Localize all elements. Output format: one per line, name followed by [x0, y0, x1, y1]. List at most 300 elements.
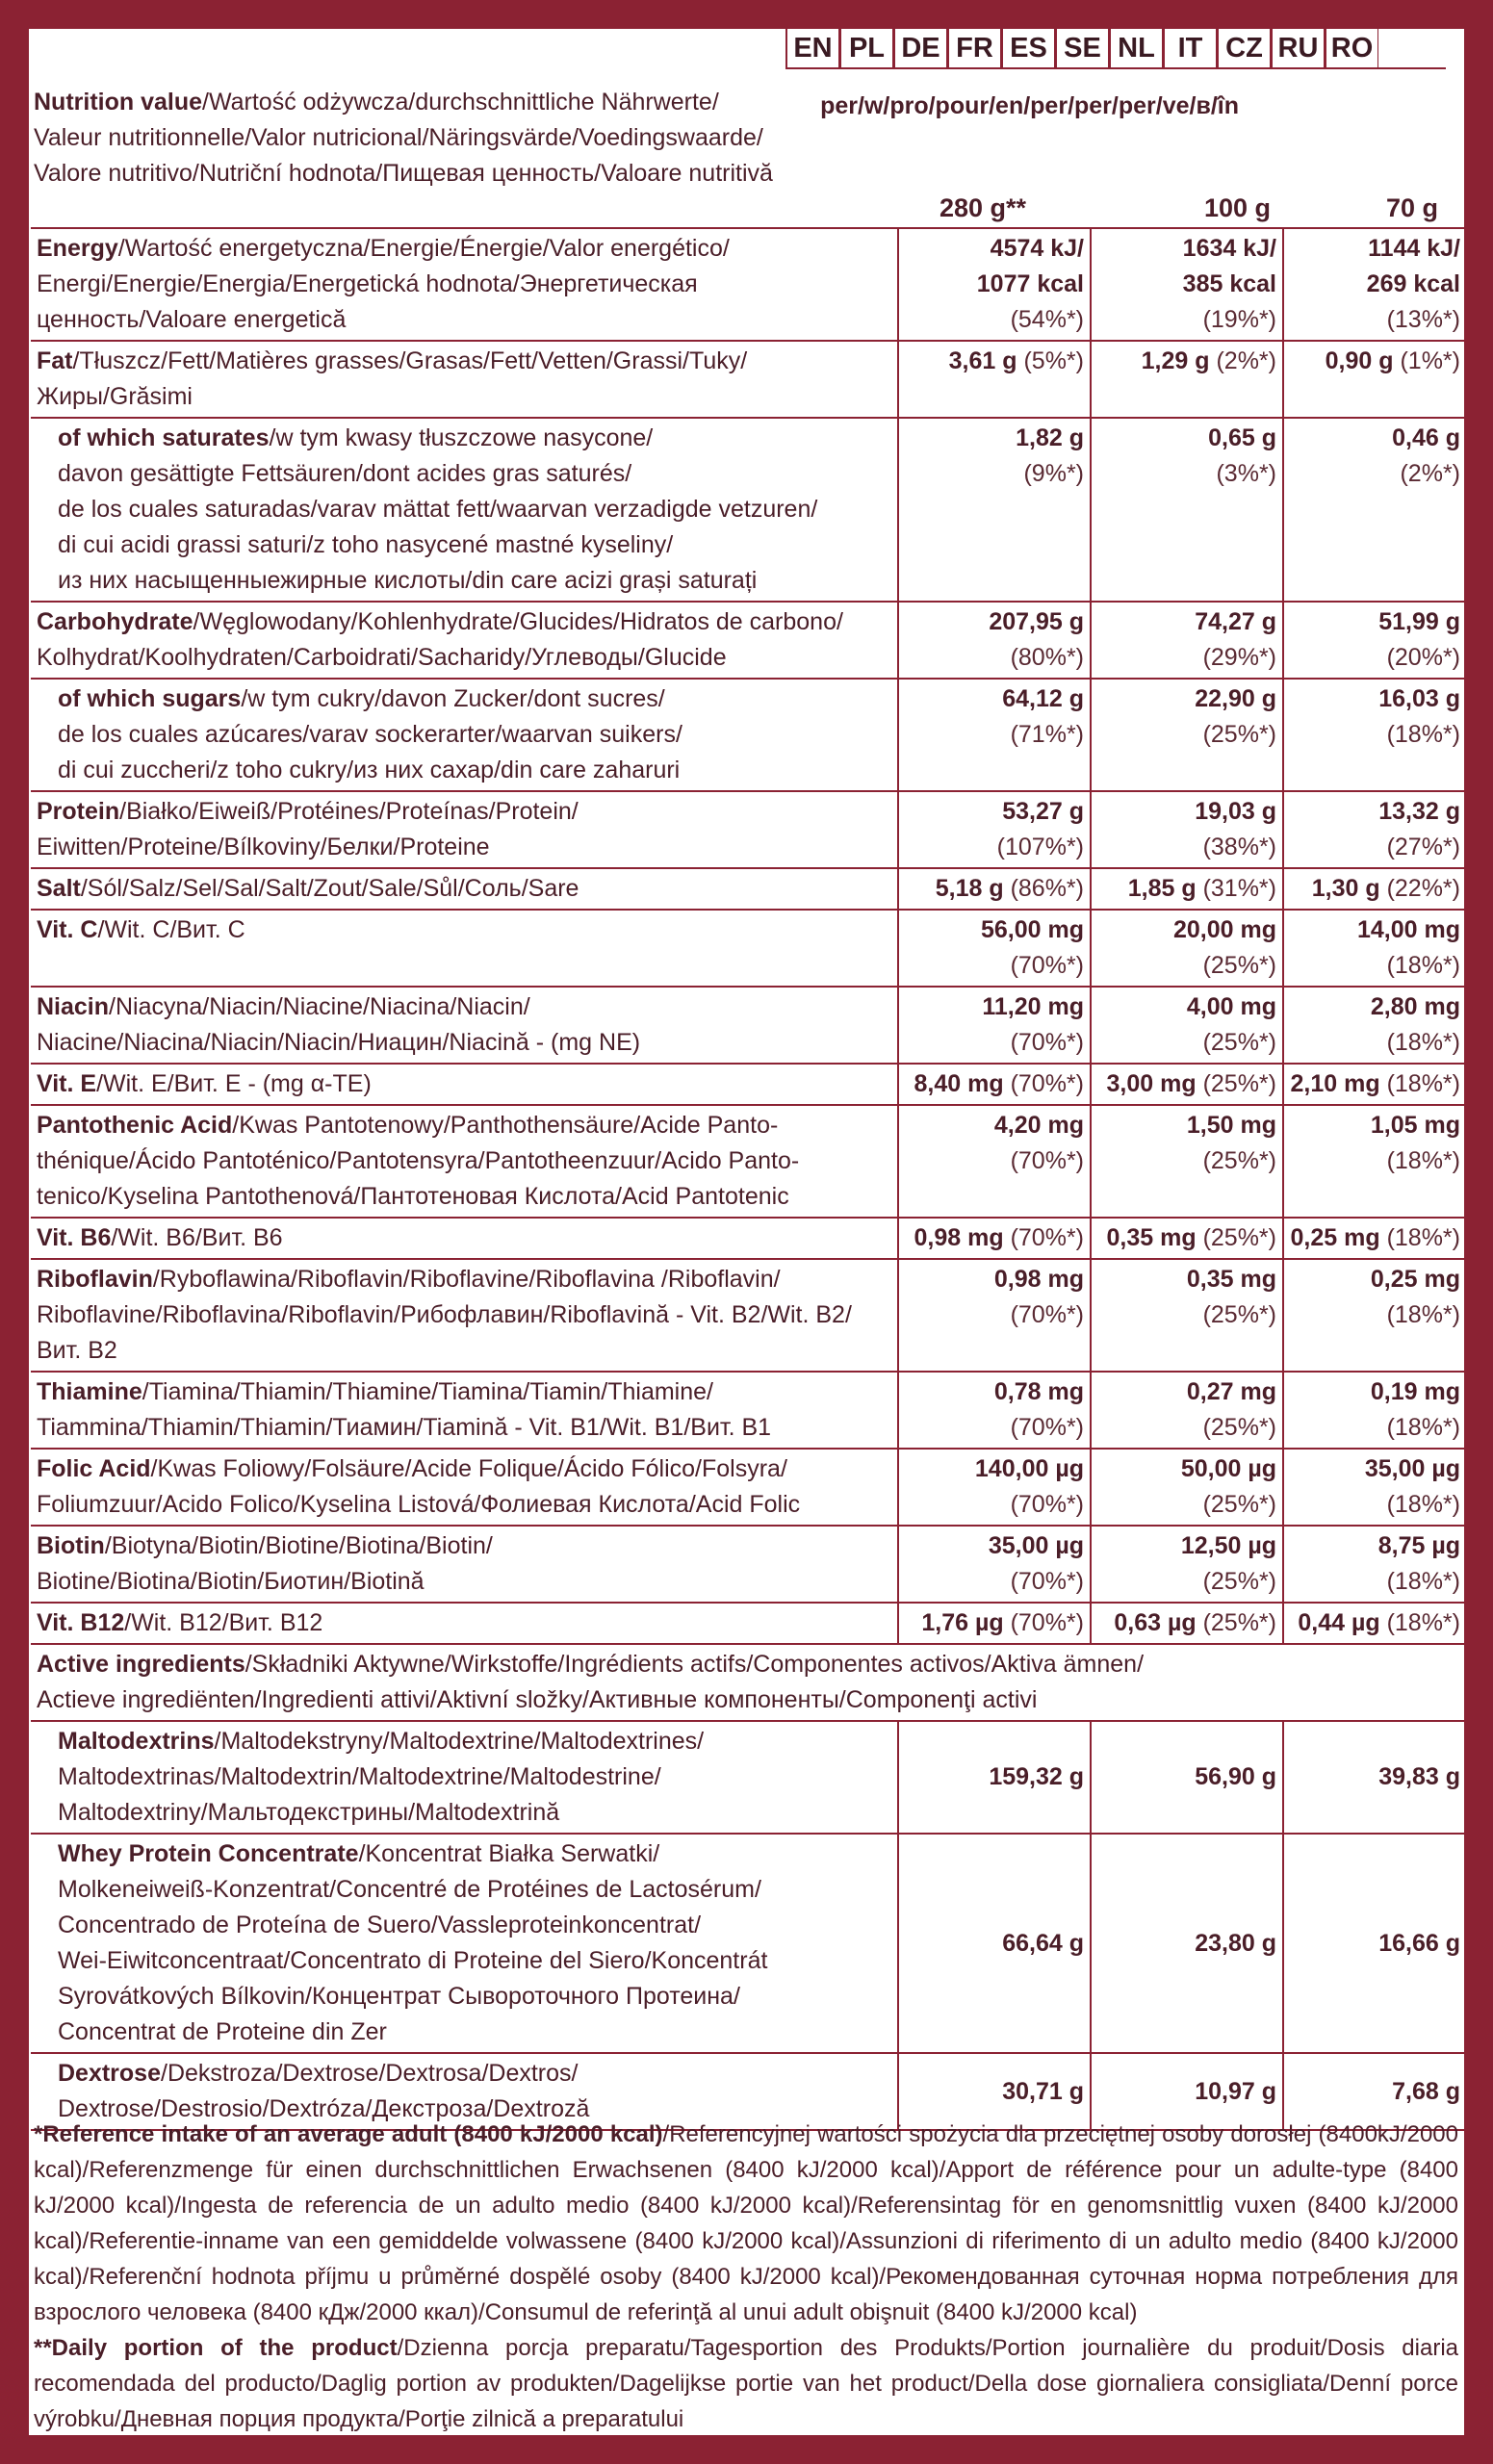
nutrient-value-3: [1283, 1449, 1466, 1526]
active-title-bold: Active ingredients: [37, 1651, 245, 1678]
value-amount: 3,00 mg: [1106, 1070, 1197, 1097]
value-percent: (3%*): [1216, 460, 1276, 487]
nutrient-value-3: [1283, 418, 1466, 602]
nutrient-name: Vit. B6: [37, 1224, 112, 1251]
value-amount: 0,19 mg: [1370, 1378, 1460, 1405]
nutrient-label-line: Energi/Energie/Energia/Energetická hodnota/Энергетическая: [37, 270, 698, 297]
value-percent: (70%*): [1010, 952, 1084, 979]
value-amount: 1,05 mg: [1370, 1112, 1460, 1139]
nutrient-name: Energy: [37, 235, 118, 262]
footnote-1-bold: *Reference intake of an average adult (8400 kJ/2000 kcal): [34, 2121, 663, 2147]
active-label-line: Maltodextriny/Мальтодекстрины/Maltodextrină: [58, 1799, 560, 1826]
nutrient-label-line: tenico/Kyselina Pantothenová/Пантотеновая Кислота/Acid Pantotenic: [37, 1183, 789, 1210]
nutrient-value-1: [898, 868, 1091, 910]
active-label-line: Molkeneiweiß-Konzentrat/Concentré de Protéines de Lactosérum/: [58, 1876, 761, 1903]
nutrient-value-1: [898, 1259, 1091, 1372]
nutrient-row: [31, 418, 1466, 602]
value-percent: (22%*): [1379, 875, 1460, 902]
active-label-line: Maltodextrinas/Maltodextrin/Maltodextrine/Maltodestrine/: [58, 1763, 661, 1790]
nutrient-value-1: [898, 418, 1091, 602]
nutrient-value-2: [1091, 1526, 1283, 1603]
nutrient-label-line: de los cuales azúcares/varav sockerarter/waarvan suikers/: [58, 721, 682, 748]
nutrient-value-2: [1091, 602, 1283, 679]
nutrient-label: [31, 868, 898, 910]
value-amount: 2,10 mg: [1290, 1070, 1380, 1097]
active-ingredient-label: [31, 1834, 898, 2053]
value-amount: 0,65 g: [1208, 424, 1276, 451]
active-ingredient-name: Maltodextrins: [58, 1728, 215, 1755]
nutrient-row: [31, 1526, 1466, 1603]
nutrient-name: Vit. C: [37, 916, 98, 943]
nutrient-value-2: [1091, 910, 1283, 987]
nutrient-label-line: di cui acidi grassi saturi/z toho nasycené mastné kyseliny/: [58, 531, 674, 558]
value-percent: (29%*): [1202, 644, 1276, 671]
lang-code-pl: PL: [839, 29, 893, 69]
value-amount: 53,27 g: [1002, 798, 1084, 825]
value-amount: 20,00 mg: [1172, 916, 1276, 943]
value-percent: (70%*): [1010, 1491, 1084, 1518]
value-percent: (2%*): [1400, 460, 1460, 487]
nutrient-name-rest: /Tiamina/Thiamin/Thiamine/Tiamina/Tiamin/Thiamine/: [142, 1378, 713, 1405]
value-percent: (70%*): [1010, 1301, 1084, 1328]
value-amount: 12,50 µg: [1180, 1532, 1276, 1559]
value-amount: 56,90 g: [1195, 1763, 1276, 1790]
value-amount: 0,35 mg: [1186, 1266, 1276, 1293]
value-percent: (9%*): [1023, 460, 1084, 487]
value-percent: (18%*): [1379, 1609, 1460, 1636]
value-amount: 50,00 µg: [1180, 1455, 1276, 1482]
nutrient-value-3: [1283, 602, 1466, 679]
lang-bar-tail: [1378, 29, 1446, 69]
value-percent: (20%*): [1386, 644, 1460, 671]
value-percent: (18%*): [1379, 1070, 1460, 1097]
nutrient-label-line: thénique/Ácido Pantoténico/Pantotensyra/Pantotheenzuur/Acido Panto-: [37, 1147, 800, 1174]
nutrient-name: Riboflavin: [37, 1266, 153, 1293]
value-amount: 16,66 g: [1378, 1929, 1460, 1957]
active-value-2: [1091, 1721, 1283, 1834]
value-amount: 1,76 µg: [921, 1609, 1004, 1636]
value-percent: (80%*): [1010, 644, 1084, 671]
nutrient-value-1: [898, 1526, 1091, 1603]
per-label: per/w/pro/pour/en/per/per/per/ve/в/în: [820, 92, 1239, 119]
value-amount: 4,20 mg: [993, 1112, 1084, 1139]
nutrient-value-3: [1283, 1064, 1466, 1105]
footnote-daily-portion: [34, 2330, 1458, 2437]
nutrient-value-1: [898, 602, 1091, 679]
active-title-line-2: Actieve ingrediënten/Ingredienti attivi/Aktivní složky/Активные компоненты/Componenţi activi: [37, 1686, 1038, 1713]
footnote-2-text: /Dzienna porcja preparatu/Tagesportion des Produkts/Portion journalière du produit/Dosis diaria recomendada del producto/Daglig portion av produkten/Dagelijkse portie van het product/Della dose giornaliera consigliata/Denní porce výrobku/Дневная порция продукта/Porţie zilnică a preparatului: [34, 2335, 1459, 2432]
nutrient-value-3: [1283, 868, 1466, 910]
value-amount: 14,00 mg: [1356, 916, 1460, 943]
nutrient-name: Protein: [37, 798, 120, 825]
header-line-3: Valore nutritivo/Nutriční hodnota/Пищевая ценность/Valoare nutritivă: [34, 160, 773, 187]
lang-code-de: DE: [893, 29, 947, 69]
table-header: [34, 85, 1446, 227]
nutrient-row: [31, 868, 1466, 910]
nutrient-name: Niacin: [37, 993, 110, 1020]
active-ingredient-name-rest: /Koncentrat Białka Serwatki/: [358, 1840, 660, 1867]
value-amount: 1144 kJ/: [1368, 235, 1460, 262]
value-amount: 0,25 mg: [1290, 1224, 1380, 1251]
value-percent: (5%*): [1017, 347, 1084, 374]
value-amount: 0,90 g: [1325, 347, 1394, 374]
active-value-3: [1283, 1721, 1466, 1834]
col-head-100g: 100 g: [1203, 193, 1271, 222]
nutrient-name-rest: /Wit. E/Вит. E - (mg α-TE): [96, 1070, 372, 1097]
nutrient-label: [31, 987, 898, 1064]
nutrient-name: Folic Acid: [37, 1455, 151, 1482]
value-amount: 4574 kJ/: [990, 235, 1084, 262]
value-percent: (70%*): [1010, 1568, 1084, 1595]
nutrient-name-rest: /Węglowodany/Kohlenhydrate/Glucides/Hidratos de carbono/: [193, 608, 843, 635]
active-label-line: Syrovátkových Bílkovin/Концентрат Сывороточного Протеина/: [58, 1983, 740, 2010]
value-amount: 74,27 g: [1195, 608, 1276, 635]
lang-code-it: IT: [1163, 29, 1217, 69]
value-percent: (70%*): [1003, 1609, 1084, 1636]
value-percent: (107%*): [996, 834, 1084, 860]
nutrient-row: [31, 1603, 1466, 1644]
col-head-70g: 70 g: [1385, 193, 1438, 222]
active-ingredient-row: [31, 1721, 1466, 1834]
nutrient-label: [31, 1218, 898, 1259]
value-percent: (71%*): [1010, 721, 1084, 748]
nutrient-name: Carbohydrate: [37, 608, 193, 635]
nutrient-label: [31, 418, 898, 602]
nutrient-name-rest: /Sól/Salz/Sel/Sal/Salt/Zout/Sale/Sůl/Соль/Sare: [80, 875, 579, 902]
nutrient-value-2: [1091, 1105, 1283, 1218]
lang-code-en: EN: [785, 29, 839, 69]
nutrient-name-rest: /Tłuszcz/Fett/Matières grasses/Grasas/Fett/Vetten/Grassi/Tuky/Жиры/Grăsimi: [37, 347, 748, 410]
value-amount: 0,63 µg: [1114, 1609, 1197, 1636]
nutrient-row: [31, 341, 1466, 418]
value-percent: (18%*): [1386, 721, 1460, 748]
nutrient-name-rest: /Kwas Foliowy/Folsäure/Acide Folique/Ácido Fólico/Folsyra/: [150, 1455, 787, 1482]
value-amount: 1,29 g: [1141, 347, 1210, 374]
nutrient-value-3: [1283, 228, 1466, 341]
value-amount: 8,40 mg: [914, 1070, 1004, 1097]
value-percent: (18%*): [1386, 1568, 1460, 1595]
nutrient-label: [31, 602, 898, 679]
nutrient-value-3: [1283, 987, 1466, 1064]
value-percent: (25%*): [1196, 1070, 1276, 1097]
value-amount: 13,32 g: [1378, 798, 1460, 825]
value-percent: (19%*): [1202, 306, 1276, 333]
value-percent: (27%*): [1386, 834, 1460, 860]
nutrient-value-1: [898, 228, 1091, 341]
nutrient-label: [31, 1259, 898, 1372]
nutrient-name-rest: /w tym cukry/davon Zucker/dont sucres/: [241, 685, 665, 712]
nutrient-name: Vit. E: [37, 1070, 97, 1097]
value-amount: 0,46 g: [1392, 424, 1460, 451]
nutrient-value-2: [1091, 1372, 1283, 1449]
value-percent: (25%*): [1202, 1029, 1276, 1056]
nutrient-value-1: [898, 1064, 1091, 1105]
nutrient-value-2: [1091, 1603, 1283, 1644]
nutrient-row: [31, 1372, 1466, 1449]
nutrient-name-rest: /Wit. B6/Вит. B6: [111, 1224, 283, 1251]
lang-code-cz: CZ: [1217, 29, 1271, 69]
nutrient-label-line: Biotine/Biotina/Biotin/Биотин/Biotină: [37, 1568, 425, 1595]
nutrient-value-3: [1283, 341, 1466, 418]
nutrient-label: [31, 1105, 898, 1218]
active-ingredient-name: Whey Protein Concentrate: [58, 1840, 359, 1867]
value-amount: 1,82 g: [1016, 424, 1084, 451]
active-label-line: Wei-Eiwitconcentraat/Concentrato di Proteine del Siero/Koncentrát: [58, 1947, 768, 1974]
value-amount: 64,12 g: [1002, 685, 1084, 712]
value-amount: 39,83 g: [1378, 1763, 1460, 1790]
value-percent: (18%*): [1386, 1301, 1460, 1328]
value-amount: 1,30 g: [1311, 875, 1380, 902]
nutrition-table: [31, 227, 1466, 2131]
value-amount: 1634 kJ/: [1182, 235, 1276, 262]
lang-code-se: SE: [1055, 29, 1109, 69]
nutrient-value-2: [1091, 341, 1283, 418]
value-amount: 159,32 g: [989, 1763, 1084, 1790]
value-amount: 7,68 g: [1392, 2077, 1460, 2105]
nutrient-label: [31, 1526, 898, 1603]
value-percent: (25%*): [1202, 1491, 1276, 1518]
value-percent: (18%*): [1379, 1224, 1460, 1251]
value-percent: (38%*): [1202, 834, 1276, 860]
value-percent: (70%*): [1003, 1070, 1084, 1097]
nutrient-value-1: [898, 1105, 1091, 1218]
nutrient-label: [31, 341, 898, 418]
value-amount: 0,98 mg: [993, 1266, 1084, 1293]
value-amount: 269 kcal: [1366, 270, 1460, 297]
nutrient-value-3: [1283, 791, 1466, 868]
value-percent: (54%*): [1010, 306, 1084, 333]
active-value-1: [898, 1721, 1091, 1834]
value-amount: 2,80 mg: [1370, 993, 1460, 1020]
nutrient-value-3: [1283, 1526, 1466, 1603]
value-amount: 1,50 mg: [1186, 1112, 1276, 1139]
header-title: Nutrition value: [34, 89, 203, 116]
footnote-reference-intake: [34, 2117, 1458, 2330]
nutrition-label: [29, 29, 1464, 2435]
nutrient-name-rest: /Niacyna/Niacin/Niacine/Niacina/Niacin/: [109, 993, 530, 1020]
nutrient-name: Biotin: [37, 1532, 105, 1559]
nutrient-label: [31, 791, 898, 868]
value-amount: 3,61 g: [948, 347, 1017, 374]
value-amount: 11,20 mg: [982, 993, 1084, 1020]
value-amount: 23,80 g: [1195, 1929, 1276, 1957]
nutrient-label-line: ценность/Valoare energetică: [37, 306, 347, 333]
value-amount: 207,95 g: [989, 608, 1084, 635]
value-percent: (25%*): [1202, 1301, 1276, 1328]
value-percent: (2%*): [1209, 347, 1276, 374]
nutrient-name-rest: /Białko/Eiweiß/Protéines/Proteínas/Protein/: [119, 798, 579, 825]
value-amount: 66,64 g: [1002, 1929, 1084, 1957]
nutrient-label-line: Foliumzuur/Acido Folico/Kyselina Listová/Фолиевая Кислота/Acid Folic: [37, 1491, 801, 1518]
nutrient-name: Fat: [37, 347, 73, 374]
active-ingredients-header: [31, 1644, 1466, 1721]
nutrient-value-2: [1091, 1064, 1283, 1105]
value-percent: (18%*): [1386, 1491, 1460, 1518]
nutrient-label-line: Riboflavine/Riboflavina/Riboflavin/Рибофлавин/Riboflavină - Vit. B2/Wit. B2/Вит. B2: [37, 1301, 852, 1364]
value-percent: (1%*): [1393, 347, 1460, 374]
header-title-rest: /Wartość odżywcza/durchschnittliche Nährwerte/: [202, 89, 719, 116]
nutrient-value-2: [1091, 868, 1283, 910]
nutrient-row: [31, 1064, 1466, 1105]
nutrient-row: [31, 602, 1466, 679]
nutrient-name: of which saturates: [58, 424, 270, 451]
value-amount: 16,03 g: [1378, 685, 1460, 712]
value-amount: 19,03 g: [1195, 798, 1276, 825]
value-amount: 385 kcal: [1182, 270, 1276, 297]
active-ingredient-name-rest: /Maltodekstryny/Maltodextrine/Maltodextrines/: [214, 1728, 705, 1755]
active-ingredient-row: [31, 1834, 1466, 2053]
nutrient-row: [31, 1449, 1466, 1526]
value-percent: (31%*): [1196, 875, 1276, 902]
value-percent: (86%*): [1003, 875, 1084, 902]
lang-code-fr: FR: [947, 29, 1001, 69]
nutrient-name-rest: /Wit. C/Вит. C: [97, 916, 245, 943]
value-amount: 22,90 g: [1195, 685, 1276, 712]
nutrient-label: [31, 910, 898, 987]
nutrient-value-3: [1283, 1372, 1466, 1449]
value-percent: (70%*): [1010, 1029, 1084, 1056]
nutrient-name-rest: /Ryboflawina/Riboflavin/Riboflavine/Riboflavina /Riboflavin/: [152, 1266, 781, 1293]
value-percent: (70%*): [1010, 1147, 1084, 1174]
nutrient-name: Salt: [37, 875, 81, 902]
nutrient-label-line: из них насыщенныежирные кислоты/din care acizi grași saturați: [58, 567, 758, 594]
lang-code-es: ES: [1001, 29, 1055, 69]
value-amount: 56,00 mg: [980, 916, 1084, 943]
active-value-2: [1091, 1834, 1283, 2053]
nutrient-name: Thiamine: [37, 1378, 142, 1405]
value-amount: 140,00 µg: [974, 1455, 1084, 1482]
nutrient-value-2: [1091, 1449, 1283, 1526]
nutrient-value-3: [1283, 1603, 1466, 1644]
nutrient-value-1: [898, 791, 1091, 868]
active-ingredient-name: Dextrose: [58, 2060, 161, 2087]
active-value-1: [898, 1834, 1091, 2053]
footnote-2-bold: **Daily portion of the product: [34, 2335, 398, 2361]
nutrient-value-1: [898, 679, 1091, 791]
nutrient-label: [31, 679, 898, 791]
nutrient-label-line: di cui zuccheri/z toho cukry/из них сахар/din care zaharuri: [58, 757, 681, 783]
nutrient-row: [31, 987, 1466, 1064]
nutrient-row: [31, 1105, 1466, 1218]
active-label-line: Concentrat de Proteine din Zer: [58, 2018, 387, 2045]
value-amount: 8,75 µg: [1377, 1532, 1460, 1559]
active-title-rest: /Składniki Aktywne/Wirkstoffe/Ingrédients actifs/Componentes activos/Aktiva ämnen/: [245, 1651, 1145, 1678]
value-percent: (25%*): [1202, 1147, 1276, 1174]
active-ingredient-name-rest: /Dekstroza/Dextrose/Dextrosa/Dextros/: [161, 2060, 579, 2087]
nutrient-label-line: Niacine/Niacina/Niacin/Niacin/Ниацин/Niacină - (mg NE): [37, 1029, 641, 1056]
nutrient-name: Pantothenic Acid: [37, 1112, 233, 1139]
lang-code-ro: RO: [1325, 29, 1378, 69]
lang-code-ru: RU: [1271, 29, 1325, 69]
nutrient-value-2: [1091, 228, 1283, 341]
value-amount: 0,25 mg: [1370, 1266, 1460, 1293]
active-label-line: Dextrose/Destrosio/Dextróza/Декстроза/Dextroză: [58, 2095, 590, 2122]
nutrient-value-2: [1091, 1218, 1283, 1259]
nutrient-value-1: [898, 1372, 1091, 1449]
nutrient-value-3: [1283, 910, 1466, 987]
nutrient-name: of which sugars: [58, 685, 242, 712]
nutrient-name-rest: /Wit. B12/Вит. B12: [124, 1609, 323, 1636]
nutrient-label: [31, 1372, 898, 1449]
value-amount: 0,27 mg: [1186, 1378, 1276, 1405]
nutrient-label-line: Tiammina/Thiamin/Thiamin/Тиамин/Tiamină - Vit. B1/Wit. B1/Вит. B1: [37, 1414, 772, 1441]
col-head-daily: 280 g**: [939, 193, 1026, 222]
nutrient-row: [31, 1259, 1466, 1372]
nutrient-name-rest: /Kwas Pantotenowy/Panthothensäure/Acide Panto-: [232, 1112, 779, 1139]
nutrient-name-rest: /w tym kwasy tłuszczowe nasycone/: [269, 424, 654, 451]
value-amount: 4,00 mg: [1186, 993, 1276, 1020]
value-percent: (18%*): [1386, 1147, 1460, 1174]
nutrient-name: Vit. B12: [37, 1609, 125, 1636]
nutrient-row: [31, 791, 1466, 868]
value-percent: (25%*): [1202, 721, 1276, 748]
value-percent: (18%*): [1386, 952, 1460, 979]
active-ingredient-label: [31, 1721, 898, 1834]
nutrient-value-1: [898, 910, 1091, 987]
nutrient-value-2: [1091, 679, 1283, 791]
value-percent: (25%*): [1202, 952, 1276, 979]
nutrient-row: [31, 910, 1466, 987]
footnotes: [34, 2117, 1458, 2437]
header-line-2: Valeur nutritionnelle/Valor nutricional/Näringsvärde/Voedingswaarde/: [34, 124, 763, 151]
nutrient-label: [31, 1064, 898, 1105]
value-percent: (13%*): [1386, 306, 1460, 333]
nutrient-name-rest: /Biotyna/Biotin/Biotine/Biotina/Biotin/: [104, 1532, 493, 1559]
nutrient-label: [31, 228, 898, 341]
nutrient-label-line: de los cuales saturadas/varav mättat fett/waarvan verzadigde vetzuren/: [58, 496, 818, 523]
active-label-line: Concentrado de Proteína de Suero/Vassleproteinkoncentrat/: [58, 1912, 702, 1938]
nutrient-value-2: [1091, 791, 1283, 868]
value-percent: (70%*): [1003, 1224, 1084, 1251]
value-amount: 1077 kcal: [976, 270, 1084, 297]
nutrient-value-1: [898, 1449, 1091, 1526]
nutrient-value-2: [1091, 987, 1283, 1064]
nutrient-value-2: [1091, 1259, 1283, 1372]
nutrient-value-1: [898, 341, 1091, 418]
value-amount: 0,35 mg: [1106, 1224, 1197, 1251]
value-amount: 5,18 g: [935, 875, 1004, 902]
nutrient-value-3: [1283, 679, 1466, 791]
value-amount: 0,44 µg: [1298, 1609, 1380, 1636]
lang-code-nl: NL: [1109, 29, 1163, 69]
value-percent: (25%*): [1196, 1224, 1276, 1251]
value-amount: 35,00 µg: [1364, 1455, 1460, 1482]
nutrient-row: [31, 228, 1466, 341]
value-amount: 10,97 g: [1195, 2077, 1276, 2105]
value-amount: 30,71 g: [1002, 2077, 1084, 2105]
value-amount: 0,78 mg: [993, 1378, 1084, 1405]
nutrient-row: [31, 679, 1466, 791]
nutrient-value-2: [1091, 418, 1283, 602]
nutrient-row: [31, 1218, 1466, 1259]
nutrient-label-line: davon gesättigte Fettsäuren/dont acides gras saturés/: [58, 460, 632, 487]
value-percent: (18%*): [1386, 1029, 1460, 1056]
nutrient-value-3: [1283, 1259, 1466, 1372]
value-percent: (18%*): [1386, 1414, 1460, 1441]
value-amount: 51,99 g: [1378, 608, 1460, 635]
value-percent: (25%*): [1202, 1414, 1276, 1441]
nutrient-value-1: [898, 987, 1091, 1064]
value-percent: (70%*): [1010, 1414, 1084, 1441]
value-percent: (25%*): [1202, 1568, 1276, 1595]
value-amount: 0,98 mg: [914, 1224, 1004, 1251]
nutrient-value-3: [1283, 1105, 1466, 1218]
nutrient-value-1: [898, 1218, 1091, 1259]
nutrient-label: [31, 1449, 898, 1526]
nutrient-name-rest: /Wartość energetyczna/Energie/Énergie/Valor energético/: [117, 235, 730, 262]
active-ingredients-title: [31, 1644, 1466, 1721]
nutrient-label-line: Kolhydrat/Koolhydraten/Carboidrati/Sacharidy/Углеводы/Glucide: [37, 644, 727, 671]
